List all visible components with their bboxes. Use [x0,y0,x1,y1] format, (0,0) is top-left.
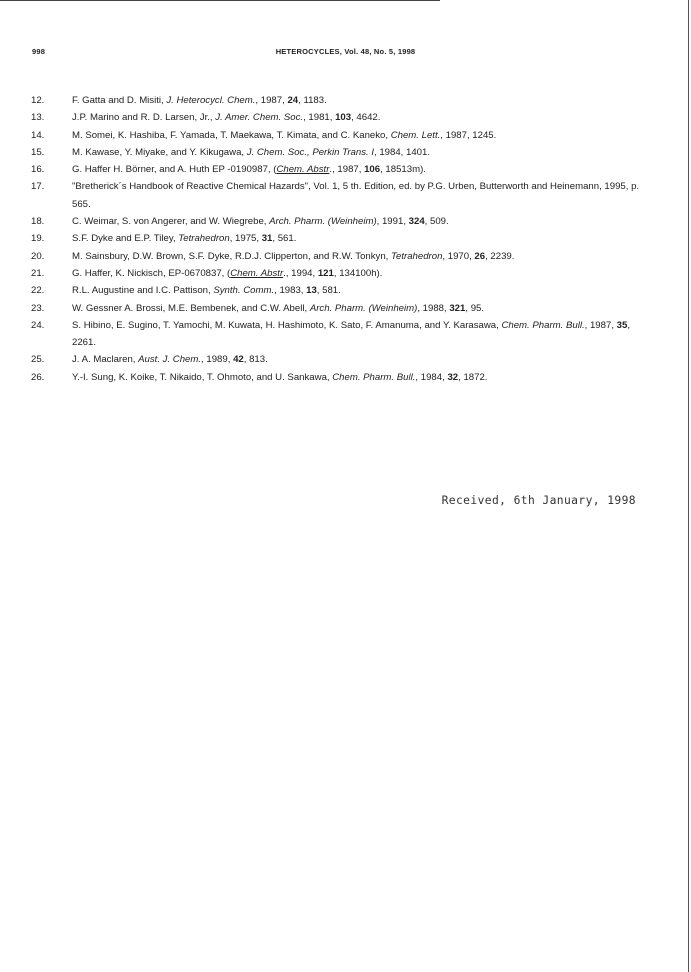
reference-number: 13. [31,112,45,124]
citation-text: ., 1987, [329,164,365,176]
citation-text: , 2261. [72,319,630,349]
reference-number: 23. [31,302,45,314]
citation-text: , 1984, 1401. [374,146,431,158]
reference-item [0,213,691,230]
reference-number: 20. [31,250,45,262]
reference-item [0,127,691,144]
volume-number: 26 [474,250,486,262]
journal-name: J. Amer. Chem. Soc. [215,112,304,124]
reference-number: 17. [31,181,45,193]
journal-name: Tetrahedron [178,233,230,245]
citation-text: , 1970, [442,250,475,262]
citation-text: , 134100h). [333,267,383,279]
journal-name: J. Heterocycl. Chem. [166,95,256,106]
reference-item [0,317,691,352]
citation-text: , 1987, [584,319,617,331]
citation-text: , 509. [424,216,449,228]
citation-text: J. A. Maclaren, [72,354,139,366]
reference-number: 24. [31,319,45,331]
reference-item [0,230,691,247]
reference-item [0,161,691,178]
citation-text: M. Kawase, Y. Miyake, and Y. Kikugawa, [72,146,247,158]
reference-text [72,230,644,247]
volume-number: 321 [449,302,466,314]
citation-text: , 1984, [415,371,448,383]
citation-text: Y.-I. Sung, K. Koike, T. Nikaido, T. Ohmoto, and U. Sankawa, [72,371,333,383]
journal-name: Arch. Pharm. (Weinheim) [269,216,377,228]
reference-number: 25. [31,354,45,366]
volume-number: 24 [287,95,299,106]
citation-text: ., 1994, [283,267,318,279]
citation-text: , 1991, [376,216,409,228]
reference-item [0,369,691,386]
citation-text: M. Somei, K. Hashiba, F. Yamada, T. Maekawa, T. Kimata, and C. Kaneko, [72,129,391,141]
citation-text: C. Weimar, S. von Angerer, and W. Wiegrebe, [72,216,270,228]
volume-number: 31 [261,233,273,245]
citation-text: , 1183. [298,95,327,106]
page-number: 998 [32,47,46,56]
citation-text: , 1988, [417,302,450,314]
reference-text [72,144,644,161]
reference-text [72,300,644,317]
citation-text: , 1983, [274,285,307,297]
reference-text [72,92,644,109]
citation-text: F. Gatta and D. Misiti, [72,95,167,106]
citation-text: , 1975, [229,233,262,245]
citation-text: S. Hibino, E. Sugino, T. Yamochi, M. Kuwata, H. Hashimoto, K. Sato, F. Amanuma, and Y. Karasawa, [72,319,502,331]
citation-text: J.P. Marino and R. D. Larsen, Jr., [72,112,216,124]
citation-text: , 4642. [351,112,381,124]
reference-item [0,178,691,213]
volume-number: 13 [306,285,317,297]
journal-name: Chem. Abstr [230,267,284,279]
citation-text: , 95. [465,302,485,314]
volume-number: 121 [317,267,334,279]
reference-number: 12. [31,95,45,106]
journal-name: Chem. Pharm. Bull. [332,371,416,383]
citation-text: G. Haffer, K. Nickisch, EP-0670837, ( [72,267,231,279]
journal-name: Aust. J. Chem. [138,354,202,366]
volume-number: 35 [616,319,628,331]
journal-name: Tetrahedron [391,250,443,262]
reference-text [72,369,644,386]
reference-text [72,178,644,213]
reference-item [0,265,691,282]
reference-number: 15. [31,146,45,158]
citation-text: "Bretherick´s Handbook of Reactive Chemical Hazards", Vol. 1, 5 th. Edition, ed. by P.G. Urben, Butterworth and Heinemann, 1995, p. 565. [72,181,640,210]
journal-name: Chem. Pharm. Bull. [501,319,585,331]
reference-text [72,317,644,352]
citation-text: , 18513m). [380,164,426,176]
reference-number: 26. [31,371,45,383]
journal-name: Synth. Comm. [213,285,275,297]
citation-text: , 1981, [303,112,336,124]
citation-text: , 2239. [485,250,515,262]
reference-item [0,282,691,299]
citation-text: , 561. [272,233,297,245]
reference-text [72,265,644,282]
citation-text: R.L. Augustine and I.C. Pattison, [72,285,214,297]
top-rule [0,0,440,1]
journal-name: Arch. Pharm. (Weinheim) [309,302,418,314]
reference-text [72,351,644,368]
citation-text: M. Sainsbury, D.W. Brown, S.F. Dyke, R.D.J. Clipperton, and R.W. Tonkyn, [72,250,392,262]
reference-item [0,248,691,265]
reference-text [72,248,644,265]
citation-text: , 813. [243,354,268,366]
reference-number: 19. [31,233,45,245]
citation-text: , 1987, [255,95,288,106]
volume-number: 106 [364,164,381,176]
volume-number: 42 [233,354,244,366]
received-date: Received, 6th January, 1998 [441,494,636,507]
citation-text: , 581. [316,285,341,297]
citation-text: S.F. Dyke and E.P. Tiley, [72,233,179,245]
journal-name: Chem. Lett. [390,129,441,141]
reference-item [0,144,691,161]
reference-item [0,300,691,317]
citation-text: G. Haffer H. Börner, and A. Huth EP -0190987, ( [72,164,277,176]
reference-text [72,213,644,230]
reference-text [72,109,644,126]
journal-name: Chem. Abstr [276,164,330,176]
reference-number: 18. [31,216,45,228]
reference-list [0,92,691,386]
reference-item [0,109,691,126]
volume-number: 32 [447,371,459,383]
reference-number: 14. [31,129,45,141]
citation-text: , 1989, [201,354,234,366]
reference-number: 21. [31,267,45,279]
citation-text: , 1987, 1245. [440,129,497,141]
journal-name: J. Chem. Soc., Perkin Trans. I [246,146,374,158]
volume-number: 324 [408,216,425,228]
citation-text: W. Gessner A. Brossi, M.E. Bembenek, and C.W. Abell, [72,302,310,314]
reference-number: 16. [31,164,45,176]
reference-item [0,92,691,109]
reference-text [72,127,644,144]
reference-item [0,351,691,368]
running-header: HETEROCYCLES, Vol. 48, No. 5, 1998 [275,47,416,56]
citation-text: , 1872. [458,371,488,383]
volume-number: 103 [335,112,352,124]
reference-text [72,161,644,178]
reference-text [72,282,644,299]
reference-number: 22. [31,285,45,297]
